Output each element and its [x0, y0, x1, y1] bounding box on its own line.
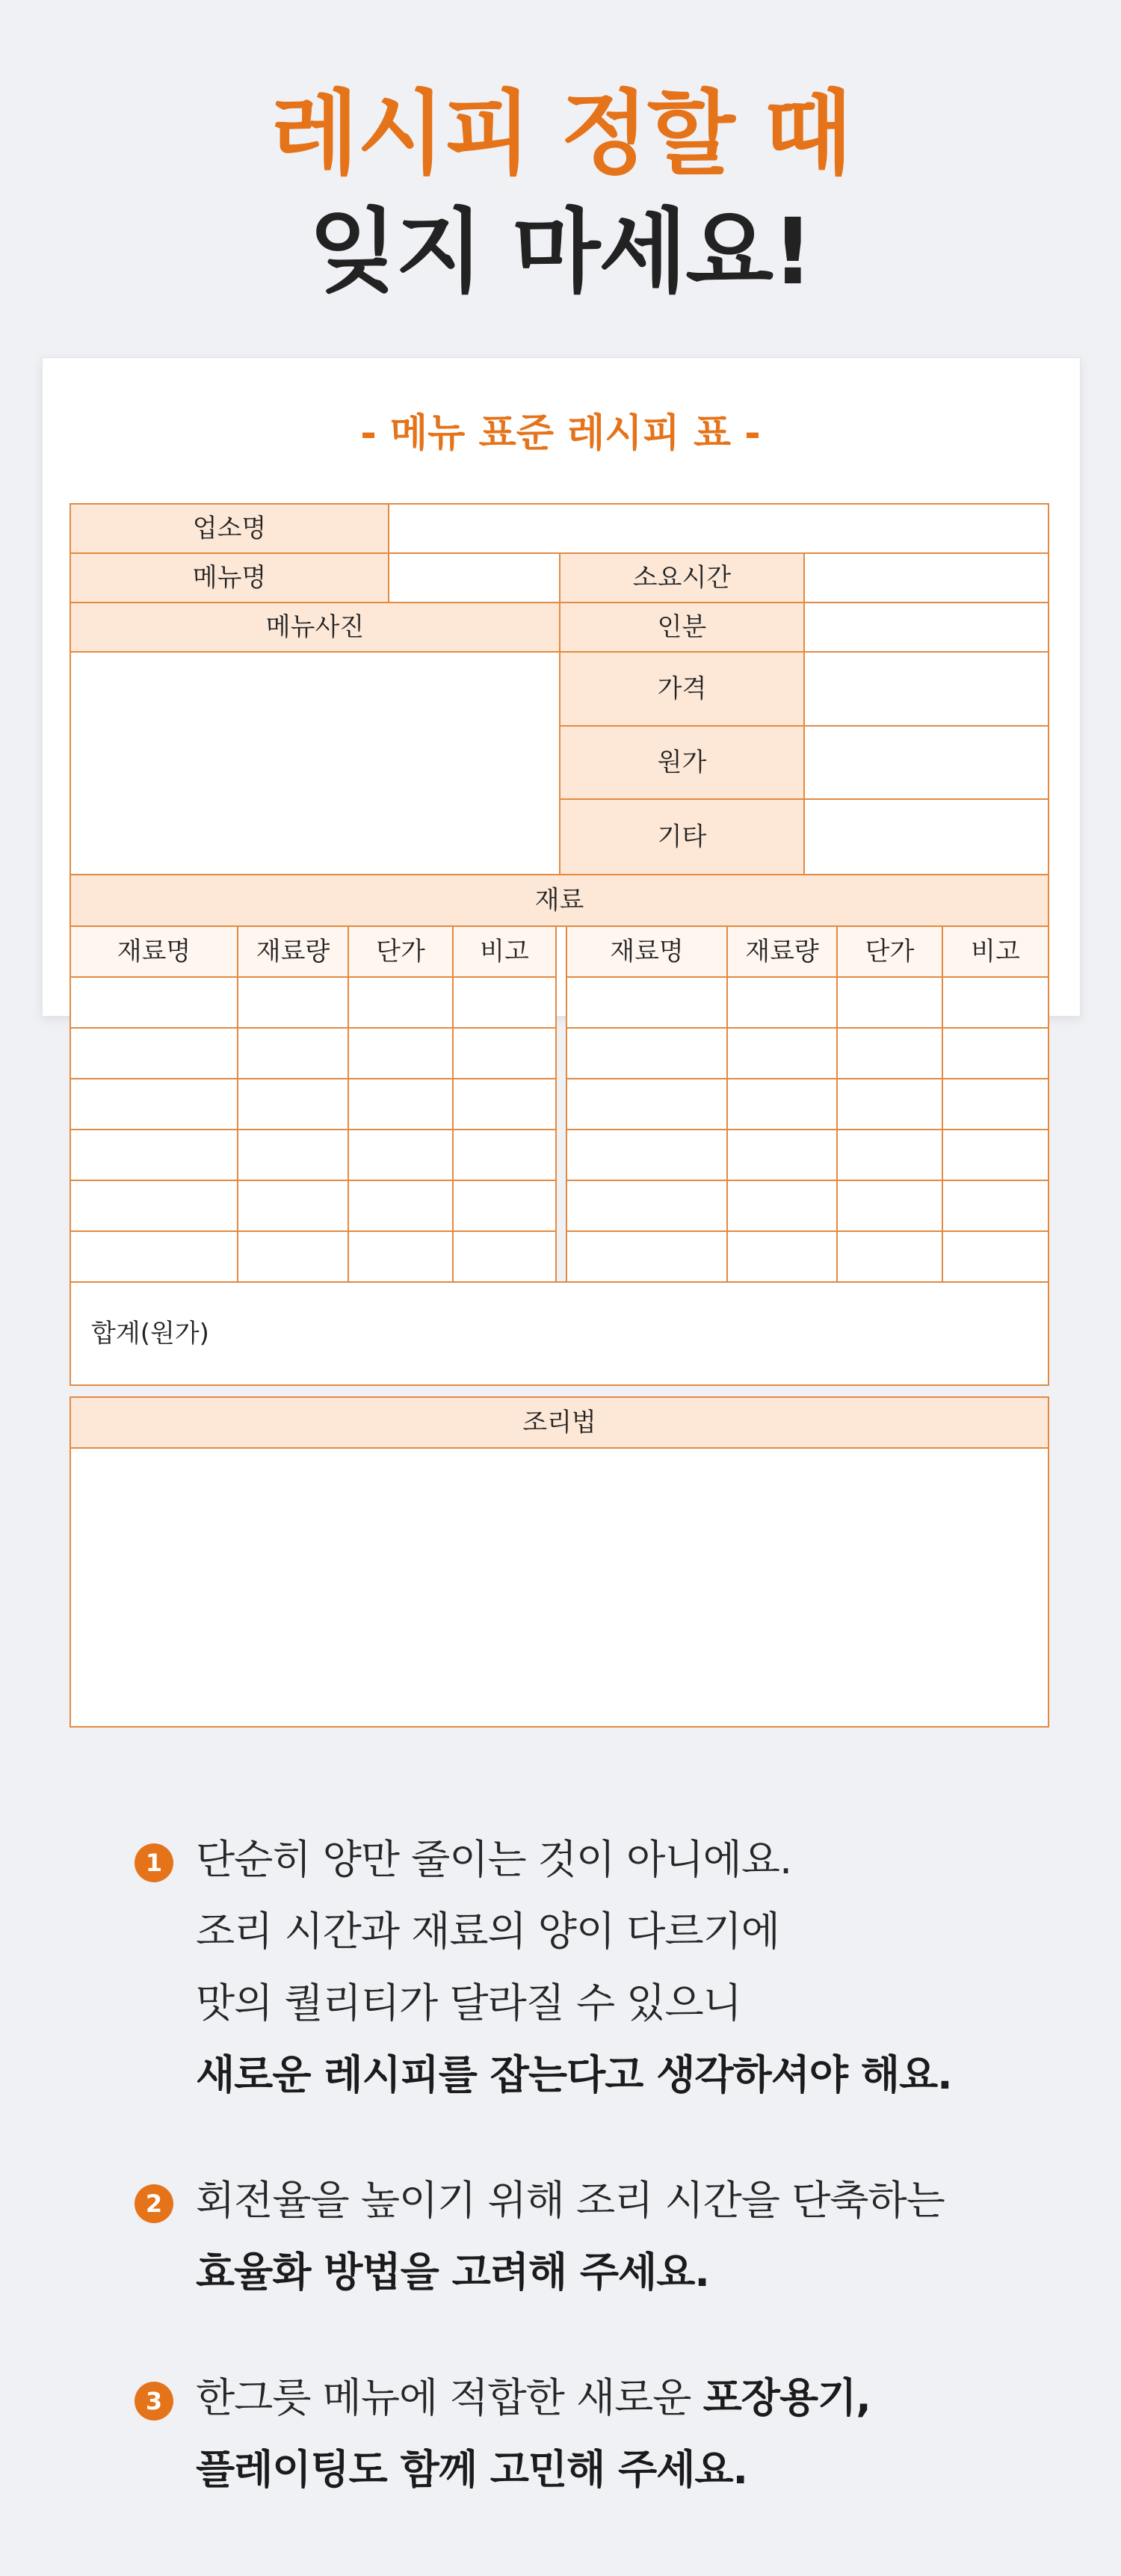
ingredient-col-header-right: 비고: [971, 937, 1020, 967]
servings-label: 인분: [657, 612, 707, 642]
price-value-cell: [804, 652, 1049, 726]
note-text: 조리 시간과 재료의 양이 다르기에: [196, 1908, 779, 1955]
ingredient-cell: [453, 1028, 556, 1079]
ingredient-cell: [727, 1130, 837, 1180]
ingredient-col-header-left: 단가: [376, 937, 425, 967]
ingredient-col-header-right: 재료명: [610, 937, 684, 967]
ingredient-cell: [566, 977, 727, 1028]
ingredient-cell: [727, 1231, 837, 1282]
ingredient-cell: [942, 1231, 1049, 1282]
ingredient-cell: [348, 977, 453, 1028]
ingredient-cell: [942, 1028, 1049, 1079]
time-required-value-cell: [804, 553, 1049, 603]
ingredient-col-header-right: 단가: [865, 937, 915, 967]
note-item: [135, 2362, 1076, 2506]
ingredient-cell: [453, 1130, 556, 1180]
note-item: [135, 1824, 1076, 2111]
ingredient-col-header-left: 재료명: [117, 937, 191, 967]
cost-label: 원가: [657, 748, 707, 777]
ingredient-cell: [70, 1130, 238, 1180]
ingredient-cell: [566, 1180, 727, 1231]
ingredient-cell: [837, 977, 942, 1028]
note-number-badge: 2: [135, 2184, 173, 2223]
ingredient-cell: [453, 1079, 556, 1130]
note-line: [196, 2434, 1076, 2506]
ingredient-cell: [70, 1231, 238, 1282]
ingredient-cell: [238, 1231, 348, 1282]
ingredient-cell: [727, 1079, 837, 1130]
note-bold-text: 효율화 방법을 고려해 주세요.: [196, 2249, 709, 2296]
note-line: [196, 2165, 1076, 2237]
ingredient-cell: [348, 1079, 453, 1130]
ingredient-cell: [566, 1231, 727, 1282]
ingredient-cell: [837, 1180, 942, 1231]
ingredient-cell: [942, 1079, 1049, 1130]
ingredient-cell: [453, 1180, 556, 1231]
etc-value-cell: [804, 799, 1049, 875]
ingredient-cell: [566, 1028, 727, 1079]
ingredient-col-header-left: 비고: [480, 937, 529, 967]
ingredient-cell: [566, 1079, 727, 1130]
etc-label: 기타: [657, 822, 707, 852]
ingredient-cell: [837, 1130, 942, 1180]
ingredient-cell: [238, 1079, 348, 1130]
note-item: [135, 2165, 1076, 2308]
note-number-badge: 3: [135, 2382, 173, 2421]
note-line: [196, 1896, 1076, 1968]
note-text: 맛의 퀄리티가 달라질 수 있으니: [196, 1979, 741, 2027]
ingredient-cell: [453, 1231, 556, 1282]
ingredient-cell: [348, 1180, 453, 1231]
ingredient-cell: [238, 1180, 348, 1231]
recipe-header: 조리법: [522, 1408, 596, 1438]
ingredient-cell: [70, 1028, 238, 1079]
note-line: [196, 1824, 1076, 1896]
headline-line-1: 레시피 정할 때: [270, 81, 851, 187]
note-line: [196, 2362, 1076, 2434]
ingredient-cell: [238, 1028, 348, 1079]
menu-photo-label: 메뉴사진: [265, 612, 365, 642]
ingredients-header: 재료: [534, 885, 584, 916]
note-bold-text: 새로운 레시피를 잡는다고 생각하셔야 해요.: [196, 2051, 952, 2098]
ingredient-cell: [70, 977, 238, 1028]
ingredient-cell: [942, 1130, 1049, 1180]
ingredient-cell: [727, 977, 837, 1028]
ingredient-cell: [566, 1130, 727, 1180]
ingredient-cell: [453, 977, 556, 1028]
menu-name-value-cell: [389, 553, 560, 603]
ingredient-col-header-left: 재료량: [256, 937, 330, 967]
notes-list: [135, 1824, 1076, 2560]
business-name-label: 업소명: [192, 514, 267, 543]
servings-value-cell: [804, 603, 1049, 652]
note-bold-text: 포장용기,: [702, 2374, 871, 2421]
note-text: 회전율을 높이기 위해 조리 시간을 단축하는: [196, 2177, 945, 2224]
note-number-badge: 1: [135, 1843, 173, 1882]
note-line: [196, 2237, 1076, 2308]
ingredient-col-header-right: 재료량: [745, 937, 819, 967]
ingredient-cell: [348, 1231, 453, 1282]
time-required-label: 소요시간: [632, 563, 732, 593]
ingredient-cell: [942, 1180, 1049, 1231]
ingredient-cell: [837, 1079, 942, 1130]
headline-line-2: 잊지 마세요!: [309, 199, 812, 305]
note-line: [196, 1968, 1076, 2039]
cost-value-cell: [804, 726, 1049, 799]
note-text: 한그릇 메뉴에 적합한 새로운: [196, 2374, 703, 2421]
menu-photo-area: [70, 652, 560, 875]
recipe-area: [70, 1448, 1049, 1727]
ingredient-cell: [348, 1028, 453, 1079]
ingredient-cell: [348, 1130, 453, 1180]
ingredient-cell: [238, 977, 348, 1028]
ingredient-cell: [70, 1180, 238, 1231]
business-name-value-cell: [389, 504, 1049, 553]
ingredient-cell: [727, 1028, 837, 1079]
ingredient-cell: [837, 1028, 942, 1079]
total-cost-label: 합계(원가): [91, 1319, 209, 1349]
note-text: 단순히 양만 줄이는 것이 아니에요.: [196, 1836, 792, 1883]
menu-name-label: 메뉴명: [192, 563, 267, 593]
ingredient-cell: [238, 1130, 348, 1180]
ingredient-cell: [837, 1231, 942, 1282]
note-bold-text: 플레이팅도 함께 고민해 주세요.: [196, 2446, 748, 2493]
price-label: 가격: [657, 674, 707, 704]
ingredient-cell: [727, 1180, 837, 1231]
ingredient-cell: [942, 977, 1049, 1028]
ingredient-cell: [70, 1079, 238, 1130]
note-line: [196, 2039, 1076, 2111]
form-title: - 메뉴 표준 레시피 표 -: [360, 411, 761, 456]
total-cost-cell: [70, 1282, 1049, 1385]
